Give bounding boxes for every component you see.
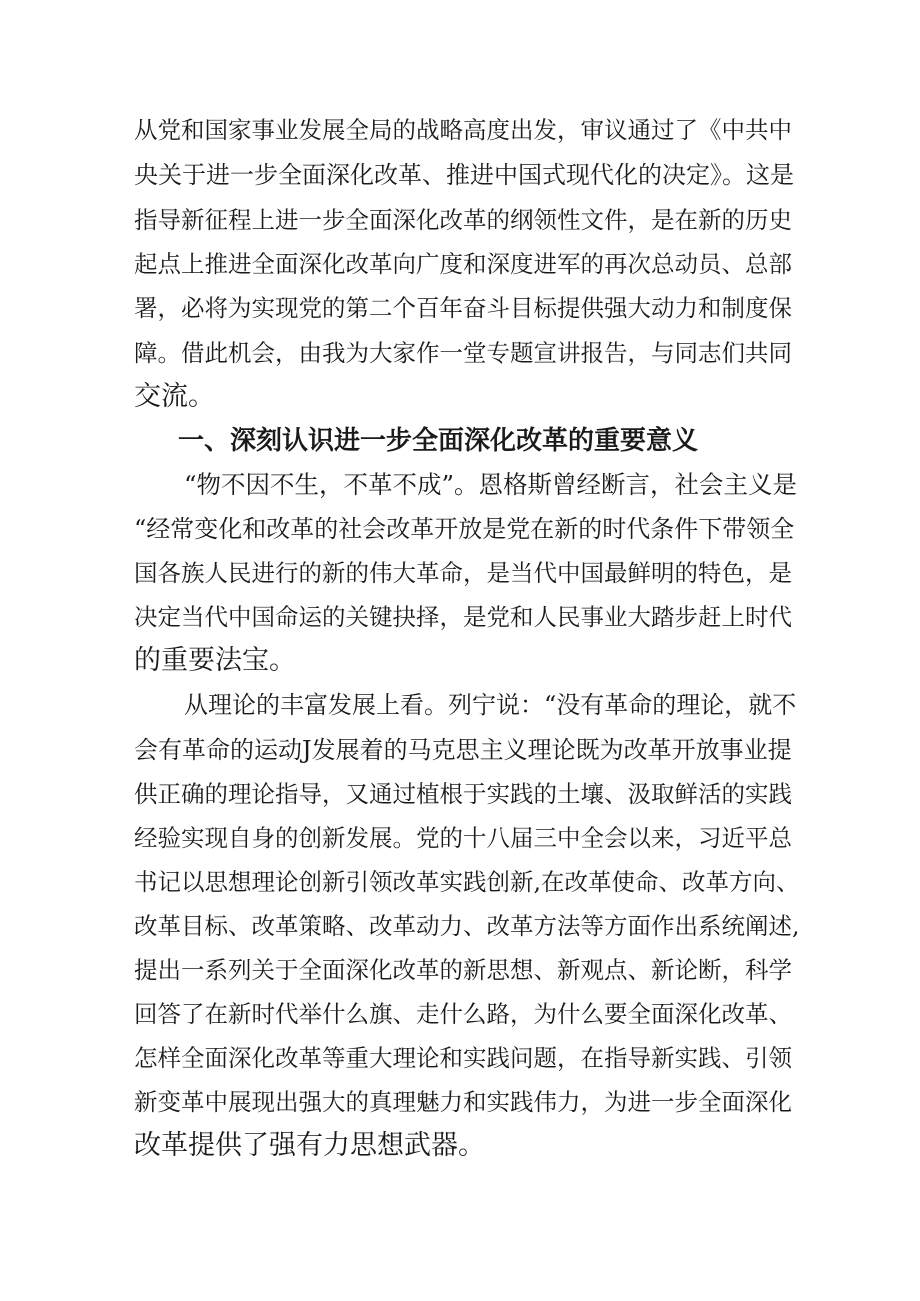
paragraph-3-line-9: 怎样全面深化改革等重大理论和实践问题，在指导新实践、引领 <box>134 1044 792 1072</box>
paragraph-3-line-2: 会有革命的运动J发展着的马克思主义理论既为改革开放事业提 <box>134 736 792 764</box>
paragraph-3-line-3: 供正确的理论指导，又通过植根于实践的土壤、汲取鲜活的实践 <box>134 780 792 808</box>
paragraph-1-line-2: 央关于进一步全面深化改革、推进中国式现代化的决定》。这是 <box>134 161 794 189</box>
paragraph-2-line-2: “经常变化和改革的社会改革开放是党在新的时代条件下带领全 <box>134 515 795 543</box>
paragraph-3-line-6: 改革目标、改革策略、改革动力、改革方法等方面作出系统阐述, <box>134 912 800 940</box>
paragraph-1-line-3: 指导新征程上进一步全面深化改革的纲领性文件，是在新的历史 <box>134 206 792 234</box>
paragraph-1-line-4: 起点上推进全面深化改革向广度和深度进军的再次总动员、总部 <box>134 250 792 278</box>
section-heading: 一、深刻认识进一步全面深化改革的重要意义 <box>178 426 699 456</box>
paragraph-2-line-1: “物不因不生，不革不成”。恩格斯曾经断言，社会主义是 <box>184 470 798 499</box>
paragraph-3-line-7: 提出一系列关于全面深化改革的新思想、新观点、新论断，科学 <box>134 956 792 984</box>
paragraph-3-line-11: 改革提供了强有力思想武器。 <box>134 1130 485 1161</box>
paragraph-3-line-10: 新变革中展现出强大的真理魅力和实践伟力，为进一步全面深化 <box>134 1088 792 1116</box>
paragraph-1-line-5: 署，必将为实现党的第二个百年奋斗目标提供强大动力和制度保 <box>134 294 792 322</box>
paragraph-3-line-8: 回答了在新时代举什么旗、走什么路，为什么要全面深化改革、 <box>134 1000 792 1028</box>
paragraph-1-line-7: 交流。 <box>134 381 215 412</box>
paragraph-3-line-5: 书记以思想理论创新引领改革实践创新,在改革使命、改革方向、 <box>134 868 800 896</box>
paragraph-1-line-1: 从党和国家事业发展全局的战略高度出发，审议通过了《中共中 <box>134 116 792 144</box>
paragraph-2-line-4: 决定当代中国命运的关键抉择，是党和人民事业大踏步赶上时代 <box>134 603 792 631</box>
paragraph-3-line-4: 经验实现自身的创新发展。党的十八届三中全会以来，习近平总 <box>134 824 792 852</box>
paragraph-2-line-5: 的重要法宝。 <box>134 645 296 676</box>
paragraph-2-line-3: 国各族人民进行的新的伟大革命，是当代中国最鲜明的特色，是 <box>134 559 792 587</box>
paragraph-1-line-6: 障。借此机会，由我为大家作一堂专题宣讲报告，与同志们共同 <box>134 339 792 367</box>
paragraph-3-line-1: 从理论的丰富发展上看。列宁说：“没有革命的理论，就不 <box>184 691 797 719</box>
